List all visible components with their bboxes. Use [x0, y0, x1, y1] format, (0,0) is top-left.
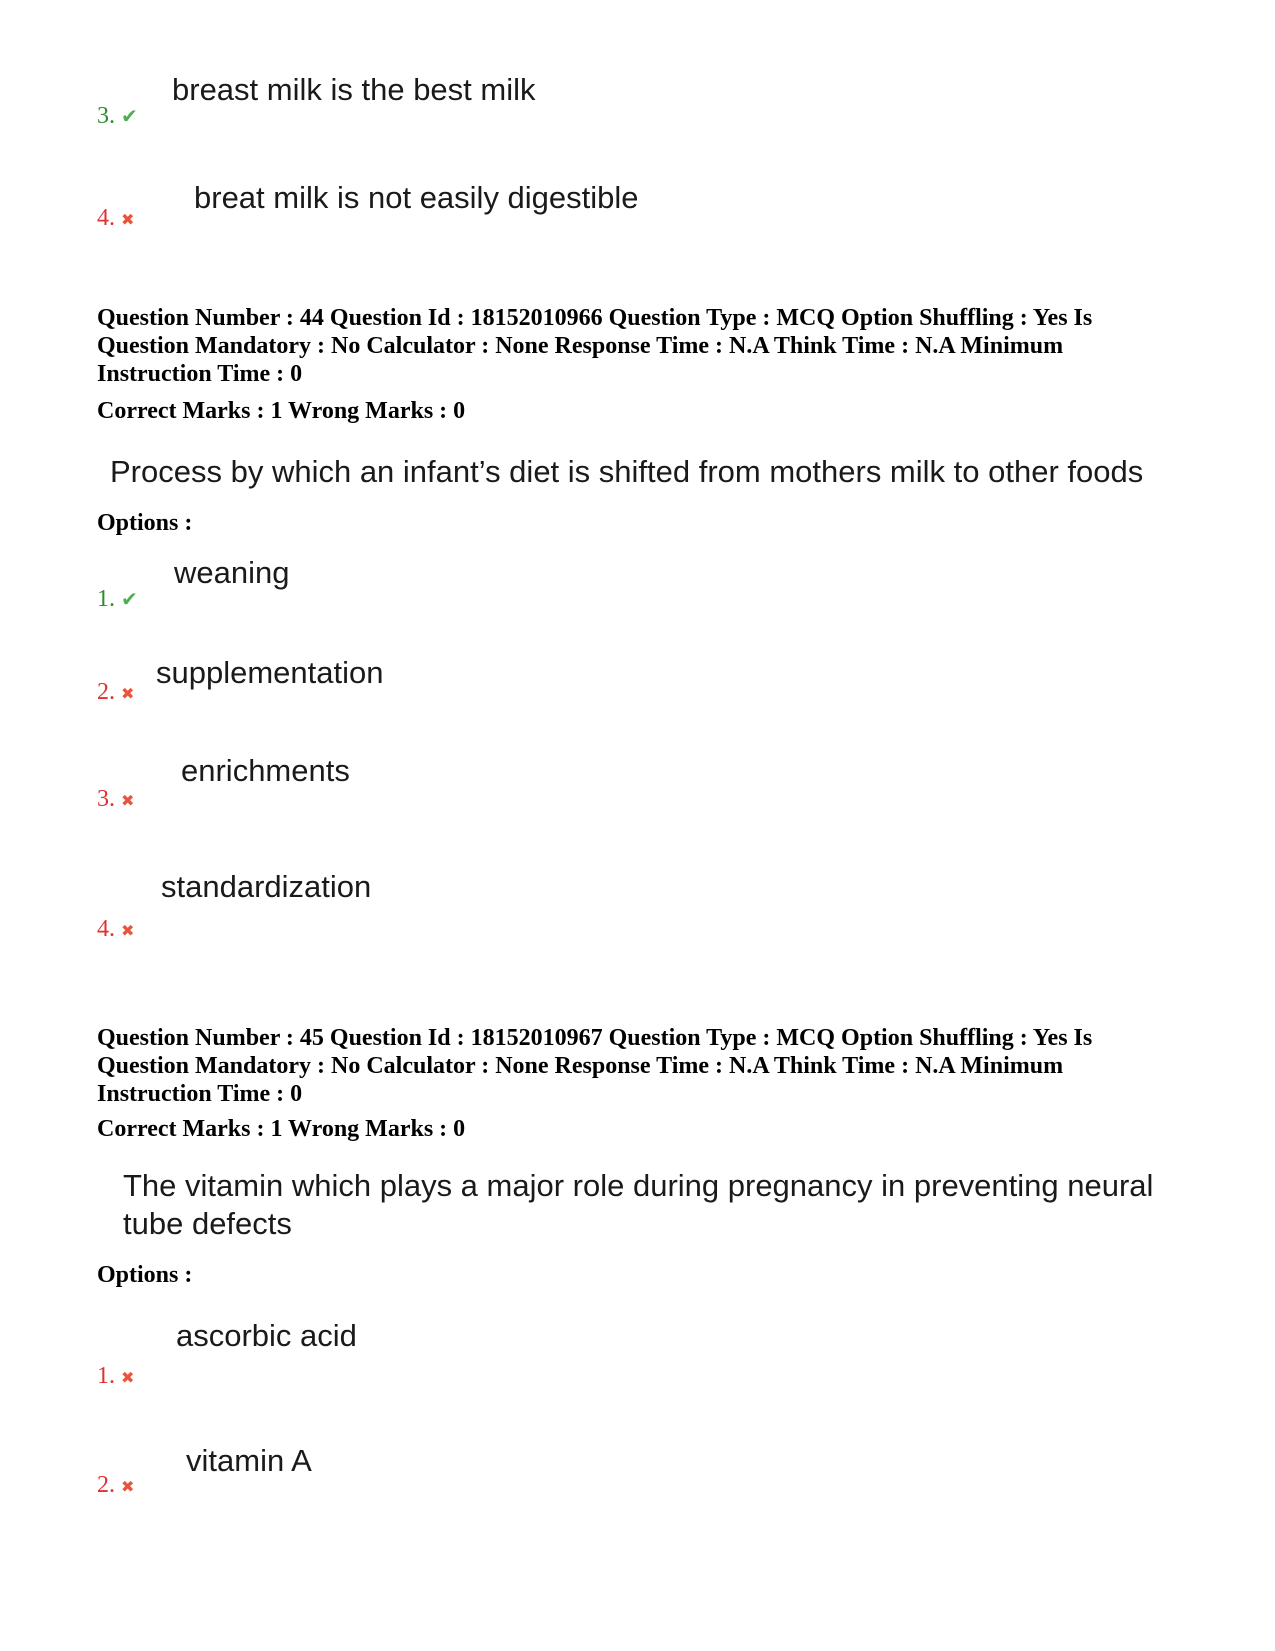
option-text: weaning	[174, 555, 290, 590]
option-text: ascorbic acid	[176, 1318, 357, 1353]
question-marks: Correct Marks : 1 Wrong Marks : 0	[97, 1116, 466, 1142]
option-text: breast milk is the best milk	[172, 72, 536, 107]
cross-icon: ✖	[121, 1477, 135, 1496]
cross-icon: ✖	[121, 684, 135, 703]
option-text: breat milk is not easily digestible	[194, 180, 639, 215]
option-number: 4. ✖	[97, 916, 135, 942]
cross-icon: ✖	[121, 210, 135, 229]
option-text: enrichments	[181, 753, 350, 788]
cross-icon: ✖	[121, 921, 135, 940]
cross-icon: ✖	[121, 1368, 135, 1387]
options-label: Options :	[97, 1262, 193, 1288]
question-meta: Question Number : 44 Question Id : 18152010966 Question Type : MCQ Option Shuffling : Yes Is Question Mandatory : No Calculator : None Response Time : N.A Think Time : N.A Minimum Instruction Time : 0	[97, 305, 1093, 387]
option-number: 1. ✖	[97, 1363, 135, 1389]
cross-icon: ✖	[121, 791, 135, 810]
check-icon: ✔	[121, 587, 138, 611]
option-text: vitamin A	[186, 1443, 312, 1478]
option-number: 2. ✖	[97, 679, 135, 705]
option-text: supplementation	[156, 655, 384, 690]
question-text: Process by which an infant’s diet is shifted from mothers milk to other foods	[110, 454, 1144, 489]
check-icon: ✔	[121, 104, 138, 128]
option-number: 4. ✖	[97, 205, 135, 231]
question-text: The vitamin which plays a major role during pregnancy in preventing neural tube defects	[123, 1168, 1154, 1241]
options-label: Options :	[97, 510, 193, 536]
question-meta: Question Number : 45 Question Id : 18152010967 Question Type : MCQ Option Shuffling : Yes Is Question Mandatory : No Calculator : None Response Time : N.A Think Time : N.A Minimum Instruction Time : 0	[97, 1025, 1093, 1107]
option-number: 1. ✔	[97, 586, 138, 612]
option-number: 3. ✖	[97, 786, 135, 812]
option-number: 2. ✖	[97, 1472, 135, 1498]
option-text: standardization	[161, 869, 372, 904]
option-number: 3. ✔	[97, 103, 138, 129]
question-marks: Correct Marks : 1 Wrong Marks : 0	[97, 398, 466, 424]
